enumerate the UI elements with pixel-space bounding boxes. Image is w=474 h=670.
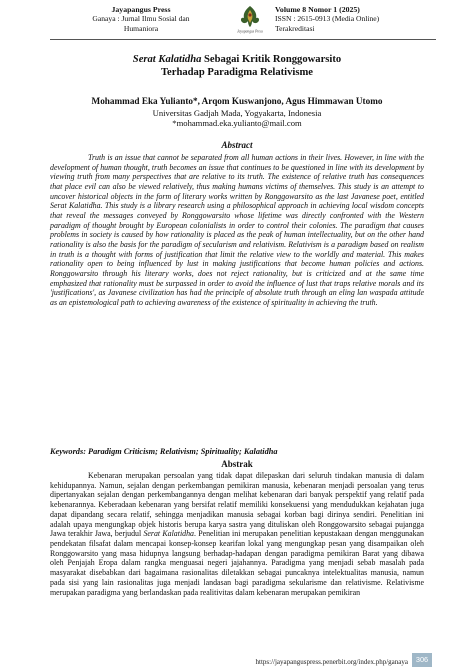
jayapangus-press-logo-icon bbox=[237, 4, 263, 35]
author-list: Mohammad Eka Yulianto*, Arqom Kuswanjono, Agus Himmawan Utomo bbox=[91, 96, 383, 106]
logo-caption: Jayapangus Press bbox=[237, 29, 263, 34]
title-italic-part: Serat Kalatidha bbox=[132, 54, 202, 65]
title-line1-rest: Sebagai Kritik Ronggowarsito bbox=[201, 54, 342, 65]
journal-name-line2: Humaniora bbox=[123, 23, 159, 33]
corresponding-email: *mohammad.eka.yulianto@mail.com bbox=[172, 118, 302, 129]
journal-header-left bbox=[52, 5, 230, 33]
abstrak-body bbox=[50, 471, 424, 597]
abstrak-text-part2: . Penelitian ini merupakan penelitian kepustakaan dengan menggunakan pendekatan filsafat dalam mencapai konsep-konsep kearifan lokal yang mengungkap pesan yang disampaikan oleh Ronggowarsito yang masa hidupnya langsung berhadap-hadapan dengan paradigma pemikiran Barat yang dibawa oleh Penjajah Eropa dalam rangka menguasai negeri jajahannya. Paradigma yang menjadi sebab masalah pada masyarakat disebabkan dari bagaimana rasionalitas diletakkan sebagai puncaknya intelektualitas manusia, namun pada sisi yang lain rasionalitas juga menjadi landasan bagi paradigma sekularisme dan relativisme. Relativisme merupakan paradigma yang berlandaskan pada realitivitas dalam kebenaran merupakan pemikiran bbox=[50, 529, 424, 597]
journal-name-line1: Ganaya : Jurnal Ilmu Sosial dan bbox=[92, 14, 190, 24]
keywords-line: Keywords: Paradigm Criticism; Relativism; Spirituality; Kalatidha bbox=[50, 447, 278, 456]
journal-header-right bbox=[275, 5, 435, 33]
abstract-heading: Abstract bbox=[221, 140, 253, 150]
abstract-body: Truth is an issue that cannot be separated from all human actions in their lives. However, in line with the development of human thought, truth becomes an issue that continues to be questioned in line with its development by viewing truth from many perspectives that are relative to its truth. The existence of relative truth has consequences that place evil can also be viewed relatively, thus making humans victims of themselves. This study is an attempt to uncover historical objects in the form of literary works written by Ronggowarsito as the last Javanese poet, entitled Serat Kalatidha. This study is a library research using a philosophical approach in achieving local wisdom concepts that reveal the messages conveyed by Ronggowarsito whose lifetime was directly confronted with the Western paradigm of thought brought by European colonialists in order to control their colonies. The paradigm that causes problems in society is caused by how rationality is placed as the peak of human intellectuality, but on the other hand rationality is also the basis for the paradigm of secularism and relativism. Relativism is a paradigm based on realism in truth is a thought with forms of justification that limit the relative view to the worldly and material. This makes rationality open to being influenced by lust in making justifications that become human policies and actions. Ronggowarsito through his literary works, does not reject rationality, but is criticized and at the same time emphasized that rationality must be surpassed in order to avoid the influence of lust that traps relative morals and its 'justifications', as Javanese civilization has had the principle of absolute truth through an eling lan waspada attitude as an epistemological path to achieving awareness of the existence of spirituality in achieving the truth. bbox=[50, 153, 424, 307]
issn-info: ISSN : 2615-0913 (Media Online) bbox=[275, 14, 380, 24]
header-divider bbox=[50, 39, 436, 40]
abstrak-text-italic: Serat Kalatidha bbox=[143, 529, 194, 539]
affiliation-block bbox=[60, 108, 414, 129]
article-title bbox=[60, 53, 414, 79]
volume-info: Volume 8 Nomor 1 (2025) bbox=[275, 5, 360, 14]
accreditation-info: Terakreditasi bbox=[275, 23, 315, 33]
affiliation: Universitas Gadjah Mada, Yogyakarta, Indonesia bbox=[152, 108, 322, 118]
journal-url-link[interactable]: https://jayapanguspress.penerbit.org/index.php/ganaya bbox=[255, 658, 408, 666]
title-line2: Terhadap Paradigma Relativisme bbox=[160, 67, 314, 78]
page-number-badge: 306 bbox=[412, 653, 432, 667]
abstrak-text-part1: Kebenaran merupakan persoalan yang tidak dapat dilepaskan dari seluruh tindakan manusia di dalam kehidupannya. Namun, sejalan dengan perkembangan pemikiran manusia, kebenaran menjadi persoalan yang terus dipertanyakan sejalan dengan perkembangannya dengan melihat kebenaran dari banyak perspektif yang relatif pada kebenarannya. Keberadaan kebenaran yang bersifat relatif memiliki konsekuensi yang mendudukkan kejahatan juga dapat dipandang secara relatif, sehingga menjadikan manusia sebagai korban bagi dirinya sendiri. Penelitian ini adalah upaya mengungkap objek historis berupa karya sastra yang dituliskan oleh Ronggowarsito sebagai pujangga Jawa terakhir Jawa, berjudul bbox=[50, 471, 424, 539]
abstrak-heading: Abstrak bbox=[221, 459, 253, 469]
publisher-name: Jayapangus Press bbox=[111, 5, 171, 14]
